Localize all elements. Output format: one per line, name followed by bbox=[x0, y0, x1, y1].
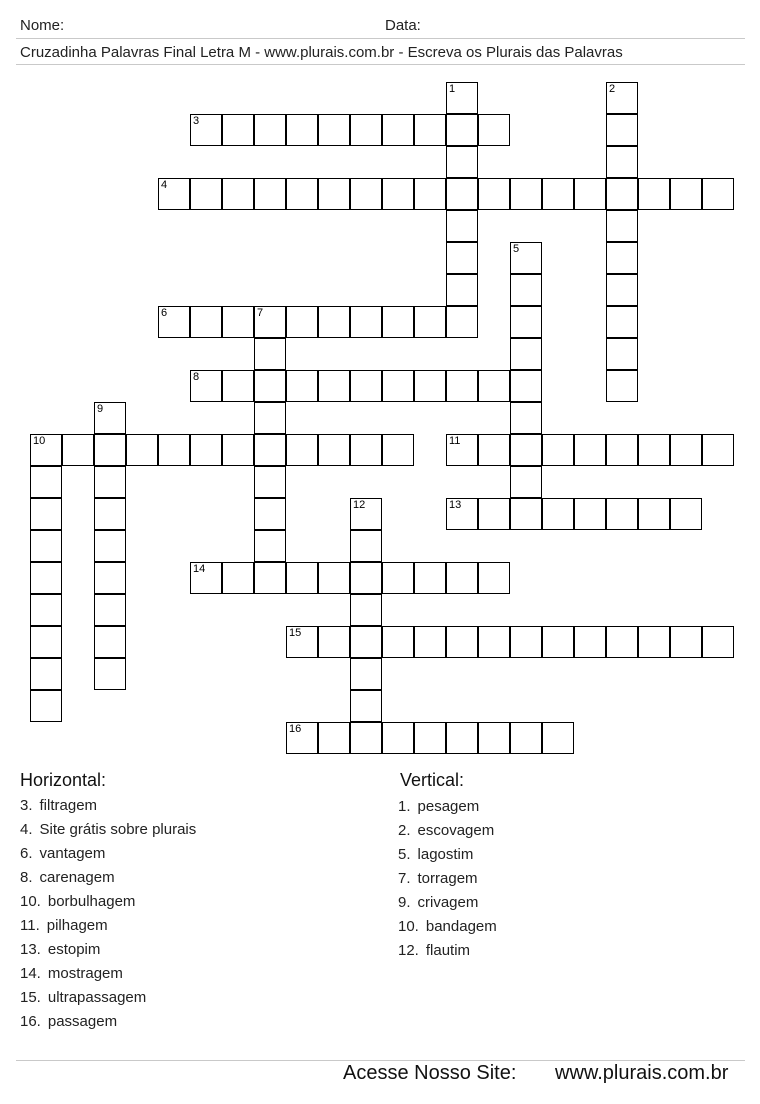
grid-cell[interactable] bbox=[542, 434, 574, 466]
horizontal-clue bbox=[20, 794, 196, 818]
grid-cell[interactable] bbox=[606, 114, 638, 146]
grid-cell[interactable] bbox=[574, 498, 606, 530]
grid-cell[interactable] bbox=[606, 498, 638, 530]
grid-cell[interactable] bbox=[350, 178, 382, 210]
grid-cell[interactable] bbox=[350, 658, 382, 690]
clue-text: filtragem bbox=[39, 797, 98, 814]
clue-index: 9. bbox=[398, 894, 411, 911]
grid-cell[interactable] bbox=[638, 434, 670, 466]
horizontal-clue bbox=[20, 890, 196, 914]
clue-text: vantagem bbox=[39, 845, 106, 862]
grid-cell[interactable] bbox=[254, 178, 286, 210]
grid-cell[interactable] bbox=[414, 306, 446, 338]
clue-index: 7. bbox=[398, 870, 411, 887]
grid-cell[interactable] bbox=[318, 626, 350, 658]
vertical-clues-title: Vertical: bbox=[400, 770, 465, 790]
grid-cell[interactable] bbox=[350, 306, 382, 338]
clue-number: 2 bbox=[609, 83, 616, 95]
grid-cell[interactable] bbox=[606, 146, 638, 178]
grid-cell[interactable] bbox=[254, 370, 286, 402]
clue-number: 16 bbox=[289, 723, 302, 735]
grid-cell[interactable] bbox=[254, 498, 286, 530]
clue-text: pesagem bbox=[417, 798, 480, 815]
grid-cell[interactable] bbox=[30, 530, 62, 562]
clue-index: 12. bbox=[398, 942, 419, 959]
grid-cell[interactable] bbox=[510, 370, 542, 402]
horizontal-clue bbox=[20, 986, 196, 1010]
clue-number: 12 bbox=[353, 499, 366, 511]
grid-cell[interactable] bbox=[350, 114, 382, 146]
date-label: Data: bbox=[385, 17, 421, 34]
grid-cell[interactable] bbox=[510, 466, 542, 498]
grid-cell[interactable] bbox=[350, 530, 382, 562]
grid-cell[interactable] bbox=[446, 498, 478, 530]
grid-cell[interactable] bbox=[318, 434, 350, 466]
grid-cell[interactable] bbox=[286, 722, 318, 754]
clue-index: 16. bbox=[20, 1013, 41, 1030]
clue-text: mostragem bbox=[47, 965, 123, 982]
grid-cell[interactable] bbox=[254, 114, 286, 146]
footer-label: Acesse Nosso Site: bbox=[343, 1062, 517, 1084]
grid-cell[interactable] bbox=[254, 530, 286, 562]
clue-number: 3 bbox=[193, 115, 200, 127]
grid-cell[interactable] bbox=[446, 242, 478, 274]
clue-index: 10. bbox=[20, 893, 41, 910]
grid-cell[interactable] bbox=[286, 370, 318, 402]
grid-cell[interactable] bbox=[318, 722, 350, 754]
clue-text: escovagem bbox=[417, 822, 495, 839]
vertical-clue bbox=[398, 795, 497, 819]
grid-cell[interactable] bbox=[574, 178, 606, 210]
grid-cell[interactable] bbox=[30, 594, 62, 626]
horizontal-clue bbox=[20, 842, 196, 866]
footer-url: www.plurais.com.br bbox=[555, 1062, 729, 1084]
horizontal-clue bbox=[20, 866, 196, 890]
grid-cell[interactable] bbox=[670, 626, 702, 658]
grid-cell[interactable] bbox=[30, 466, 62, 498]
clue-index: 3. bbox=[20, 797, 33, 814]
clue-number: 15 bbox=[289, 627, 302, 639]
clue-text: carenagem bbox=[39, 869, 115, 886]
grid-cell[interactable] bbox=[414, 562, 446, 594]
grid-cell[interactable] bbox=[638, 498, 670, 530]
grid-cell[interactable] bbox=[350, 690, 382, 722]
grid-cell[interactable] bbox=[286, 114, 318, 146]
grid-cell[interactable] bbox=[94, 658, 126, 690]
grid-cell[interactable] bbox=[222, 114, 254, 146]
grid-cell[interactable] bbox=[638, 178, 670, 210]
grid-cell[interactable] bbox=[286, 562, 318, 594]
clue-text: borbulhagem bbox=[47, 893, 136, 910]
grid-cell[interactable] bbox=[254, 562, 286, 594]
grid-cell[interactable] bbox=[318, 306, 350, 338]
grid-cell[interactable] bbox=[350, 562, 382, 594]
grid-cell[interactable] bbox=[94, 594, 126, 626]
grid-cell[interactable] bbox=[30, 690, 62, 722]
grid-cell[interactable] bbox=[254, 338, 286, 370]
grid-cell[interactable] bbox=[446, 114, 478, 146]
grid-cell[interactable] bbox=[446, 178, 478, 210]
worksheet-subtitle: Cruzadinha Palavras Final Letra M - www.plurais.com.br - Escreva os Plurais das Palavras bbox=[20, 44, 623, 61]
grid-cell[interactable] bbox=[254, 306, 286, 338]
grid-cell[interactable] bbox=[350, 370, 382, 402]
grid-cell[interactable] bbox=[446, 82, 478, 114]
grid-cell[interactable] bbox=[350, 498, 382, 530]
grid-cell[interactable] bbox=[510, 306, 542, 338]
grid-cell[interactable] bbox=[286, 434, 318, 466]
grid-cell[interactable] bbox=[510, 402, 542, 434]
grid-cell[interactable] bbox=[286, 626, 318, 658]
grid-cell[interactable] bbox=[606, 338, 638, 370]
grid-cell[interactable] bbox=[542, 722, 574, 754]
clue-number: 7 bbox=[257, 307, 264, 319]
grid-cell[interactable] bbox=[222, 178, 254, 210]
grid-cell[interactable] bbox=[542, 626, 574, 658]
clue-number: 4 bbox=[161, 179, 168, 191]
clue-index: 15. bbox=[20, 989, 41, 1006]
clue-index: 5. bbox=[398, 846, 411, 863]
horizontal-clue bbox=[20, 914, 196, 938]
clue-text: lagostim bbox=[417, 846, 474, 863]
grid-cell[interactable] bbox=[94, 434, 126, 466]
clue-number: 1 bbox=[449, 83, 456, 95]
grid-cell[interactable] bbox=[158, 178, 190, 210]
grid-cell[interactable] bbox=[414, 178, 446, 210]
grid-cell[interactable] bbox=[254, 434, 286, 466]
grid-cell[interactable] bbox=[94, 498, 126, 530]
clue-index: 1. bbox=[398, 798, 411, 815]
grid-cell[interactable] bbox=[126, 434, 158, 466]
grid-cell[interactable] bbox=[414, 626, 446, 658]
grid-cell[interactable] bbox=[542, 178, 574, 210]
grid-cell[interactable] bbox=[510, 498, 542, 530]
clue-number: 10 bbox=[33, 435, 46, 447]
grid-cell[interactable] bbox=[382, 306, 414, 338]
grid-cell[interactable] bbox=[94, 466, 126, 498]
horizontal-clue-list bbox=[20, 794, 196, 1034]
grid-cell[interactable] bbox=[382, 370, 414, 402]
clue-number: 14 bbox=[193, 563, 206, 575]
grid-cell[interactable] bbox=[478, 178, 510, 210]
grid-cell[interactable] bbox=[30, 562, 62, 594]
grid-cell[interactable] bbox=[190, 114, 222, 146]
grid-cell[interactable] bbox=[606, 210, 638, 242]
clue-text: ultrapassagem bbox=[47, 989, 147, 1006]
grid-cell[interactable] bbox=[478, 370, 510, 402]
grid-cell[interactable] bbox=[606, 178, 638, 210]
grid-cell[interactable] bbox=[254, 402, 286, 434]
horizontal-clue bbox=[20, 938, 196, 962]
grid-cell[interactable] bbox=[670, 178, 702, 210]
clue-text: passagem bbox=[47, 1013, 118, 1030]
grid-cell[interactable] bbox=[510, 274, 542, 306]
grid-cell[interactable] bbox=[222, 562, 254, 594]
grid-cell[interactable] bbox=[446, 722, 478, 754]
grid-cell[interactable] bbox=[670, 498, 702, 530]
grid-cell[interactable] bbox=[510, 178, 542, 210]
grid-cell[interactable] bbox=[478, 562, 510, 594]
clue-index: 4. bbox=[20, 821, 33, 838]
horizontal-clue bbox=[20, 962, 196, 986]
grid-cell[interactable] bbox=[606, 274, 638, 306]
grid-cell[interactable] bbox=[478, 114, 510, 146]
grid-cell[interactable] bbox=[702, 178, 734, 210]
vertical-clue bbox=[398, 915, 497, 939]
grid-cell[interactable] bbox=[382, 722, 414, 754]
clue-text: bandagem bbox=[425, 918, 497, 935]
horizontal-clue bbox=[20, 1010, 196, 1034]
grid-cell[interactable] bbox=[158, 434, 190, 466]
vertical-clue bbox=[398, 891, 497, 915]
grid-cell[interactable] bbox=[446, 210, 478, 242]
grid-cell[interactable] bbox=[382, 434, 414, 466]
grid-cell[interactable] bbox=[542, 498, 574, 530]
grid-cell[interactable] bbox=[318, 178, 350, 210]
clue-number: 11 bbox=[449, 435, 461, 447]
clue-number: 9 bbox=[97, 403, 104, 415]
grid-cell[interactable] bbox=[190, 370, 222, 402]
clue-index: 11. bbox=[20, 917, 40, 934]
grid-cell[interactable] bbox=[510, 434, 542, 466]
grid-cell[interactable] bbox=[446, 370, 478, 402]
name-label: Nome: bbox=[20, 17, 65, 34]
grid-cell[interactable] bbox=[446, 146, 478, 178]
clue-index: 13. bbox=[20, 941, 41, 958]
clue-number: 5 bbox=[513, 243, 520, 255]
grid-cell[interactable] bbox=[318, 114, 350, 146]
horizontal-clue bbox=[20, 818, 196, 842]
vertical-clue bbox=[398, 867, 497, 891]
grid-cell[interactable] bbox=[350, 434, 382, 466]
clue-number: 8 bbox=[193, 371, 200, 383]
grid-cell[interactable] bbox=[670, 434, 702, 466]
clue-text: flautim bbox=[425, 942, 471, 959]
grid-cell[interactable] bbox=[190, 178, 222, 210]
grid-cell[interactable] bbox=[382, 178, 414, 210]
clue-index: 14. bbox=[20, 965, 41, 982]
grid-cell[interactable] bbox=[382, 562, 414, 594]
grid-cell[interactable] bbox=[478, 434, 510, 466]
grid-cell[interactable] bbox=[222, 370, 254, 402]
grid-cell[interactable] bbox=[190, 306, 222, 338]
grid-cell[interactable] bbox=[318, 562, 350, 594]
grid-cell[interactable] bbox=[702, 434, 734, 466]
grid-cell[interactable] bbox=[222, 434, 254, 466]
grid-cell[interactable] bbox=[446, 626, 478, 658]
grid-cell[interactable] bbox=[414, 722, 446, 754]
grid-cell[interactable] bbox=[30, 498, 62, 530]
clue-index: 2. bbox=[398, 822, 411, 839]
grid-cell[interactable] bbox=[606, 434, 638, 466]
grid-cell[interactable] bbox=[510, 338, 542, 370]
grid-cell[interactable] bbox=[382, 114, 414, 146]
grid-cell[interactable] bbox=[414, 370, 446, 402]
clue-index: 6. bbox=[20, 845, 33, 862]
grid-cell[interactable] bbox=[702, 626, 734, 658]
grid-cell[interactable] bbox=[30, 626, 62, 658]
clue-number: 13 bbox=[449, 499, 462, 511]
grid-cell[interactable] bbox=[254, 466, 286, 498]
clue-text: pilhagem bbox=[46, 917, 108, 934]
grid-cell[interactable] bbox=[638, 626, 670, 658]
grid-cell[interactable] bbox=[446, 306, 478, 338]
footer-rule bbox=[16, 1060, 745, 1061]
grid-cell[interactable] bbox=[478, 498, 510, 530]
grid-cell[interactable] bbox=[446, 562, 478, 594]
grid-cell[interactable] bbox=[62, 434, 94, 466]
grid-cell[interactable] bbox=[30, 434, 62, 466]
clue-text: torragem bbox=[417, 870, 478, 887]
grid-cell[interactable] bbox=[286, 178, 318, 210]
grid-cell[interactable] bbox=[382, 626, 414, 658]
grid-cell[interactable] bbox=[510, 242, 542, 274]
clue-number: 6 bbox=[161, 307, 168, 319]
grid-cell[interactable] bbox=[510, 722, 542, 754]
grid-cell[interactable] bbox=[94, 562, 126, 594]
grid-cell[interactable] bbox=[222, 306, 254, 338]
grid-cell[interactable] bbox=[30, 658, 62, 690]
grid-cell[interactable] bbox=[446, 434, 478, 466]
clue-index: 8. bbox=[20, 869, 33, 886]
grid-cell[interactable] bbox=[478, 722, 510, 754]
grid-cell[interactable] bbox=[510, 626, 542, 658]
grid-cell[interactable] bbox=[94, 402, 126, 434]
grid-cell[interactable] bbox=[350, 626, 382, 658]
grid-cell[interactable] bbox=[190, 434, 222, 466]
grid-cell[interactable] bbox=[606, 626, 638, 658]
clue-text: Site grátis sobre plurais bbox=[39, 821, 197, 838]
vertical-clue bbox=[398, 843, 497, 867]
grid-cell[interactable] bbox=[606, 306, 638, 338]
grid-cell[interactable] bbox=[574, 434, 606, 466]
grid-cell[interactable] bbox=[286, 306, 318, 338]
grid-cell[interactable] bbox=[414, 114, 446, 146]
horizontal-clues-title: Horizontal: bbox=[20, 770, 107, 790]
vertical-clue-list bbox=[398, 795, 497, 963]
grid-cell[interactable] bbox=[350, 594, 382, 626]
vertical-clue bbox=[398, 819, 497, 843]
clue-text: estopim bbox=[47, 941, 101, 958]
grid-cell[interactable] bbox=[446, 274, 478, 306]
grid-cell[interactable] bbox=[350, 722, 382, 754]
grid-cell[interactable] bbox=[94, 530, 126, 562]
grid-cell[interactable] bbox=[478, 626, 510, 658]
grid-cell[interactable] bbox=[190, 562, 222, 594]
grid-cell[interactable] bbox=[606, 370, 638, 402]
grid-cell[interactable] bbox=[158, 306, 190, 338]
clue-index: 10. bbox=[398, 918, 419, 935]
grid-cell[interactable] bbox=[574, 626, 606, 658]
grid-cell[interactable] bbox=[94, 626, 126, 658]
grid-cell[interactable] bbox=[606, 242, 638, 274]
vertical-clue bbox=[398, 939, 497, 963]
grid-cell[interactable] bbox=[318, 370, 350, 402]
grid-cell[interactable] bbox=[606, 82, 638, 114]
clue-text: crivagem bbox=[417, 894, 479, 911]
